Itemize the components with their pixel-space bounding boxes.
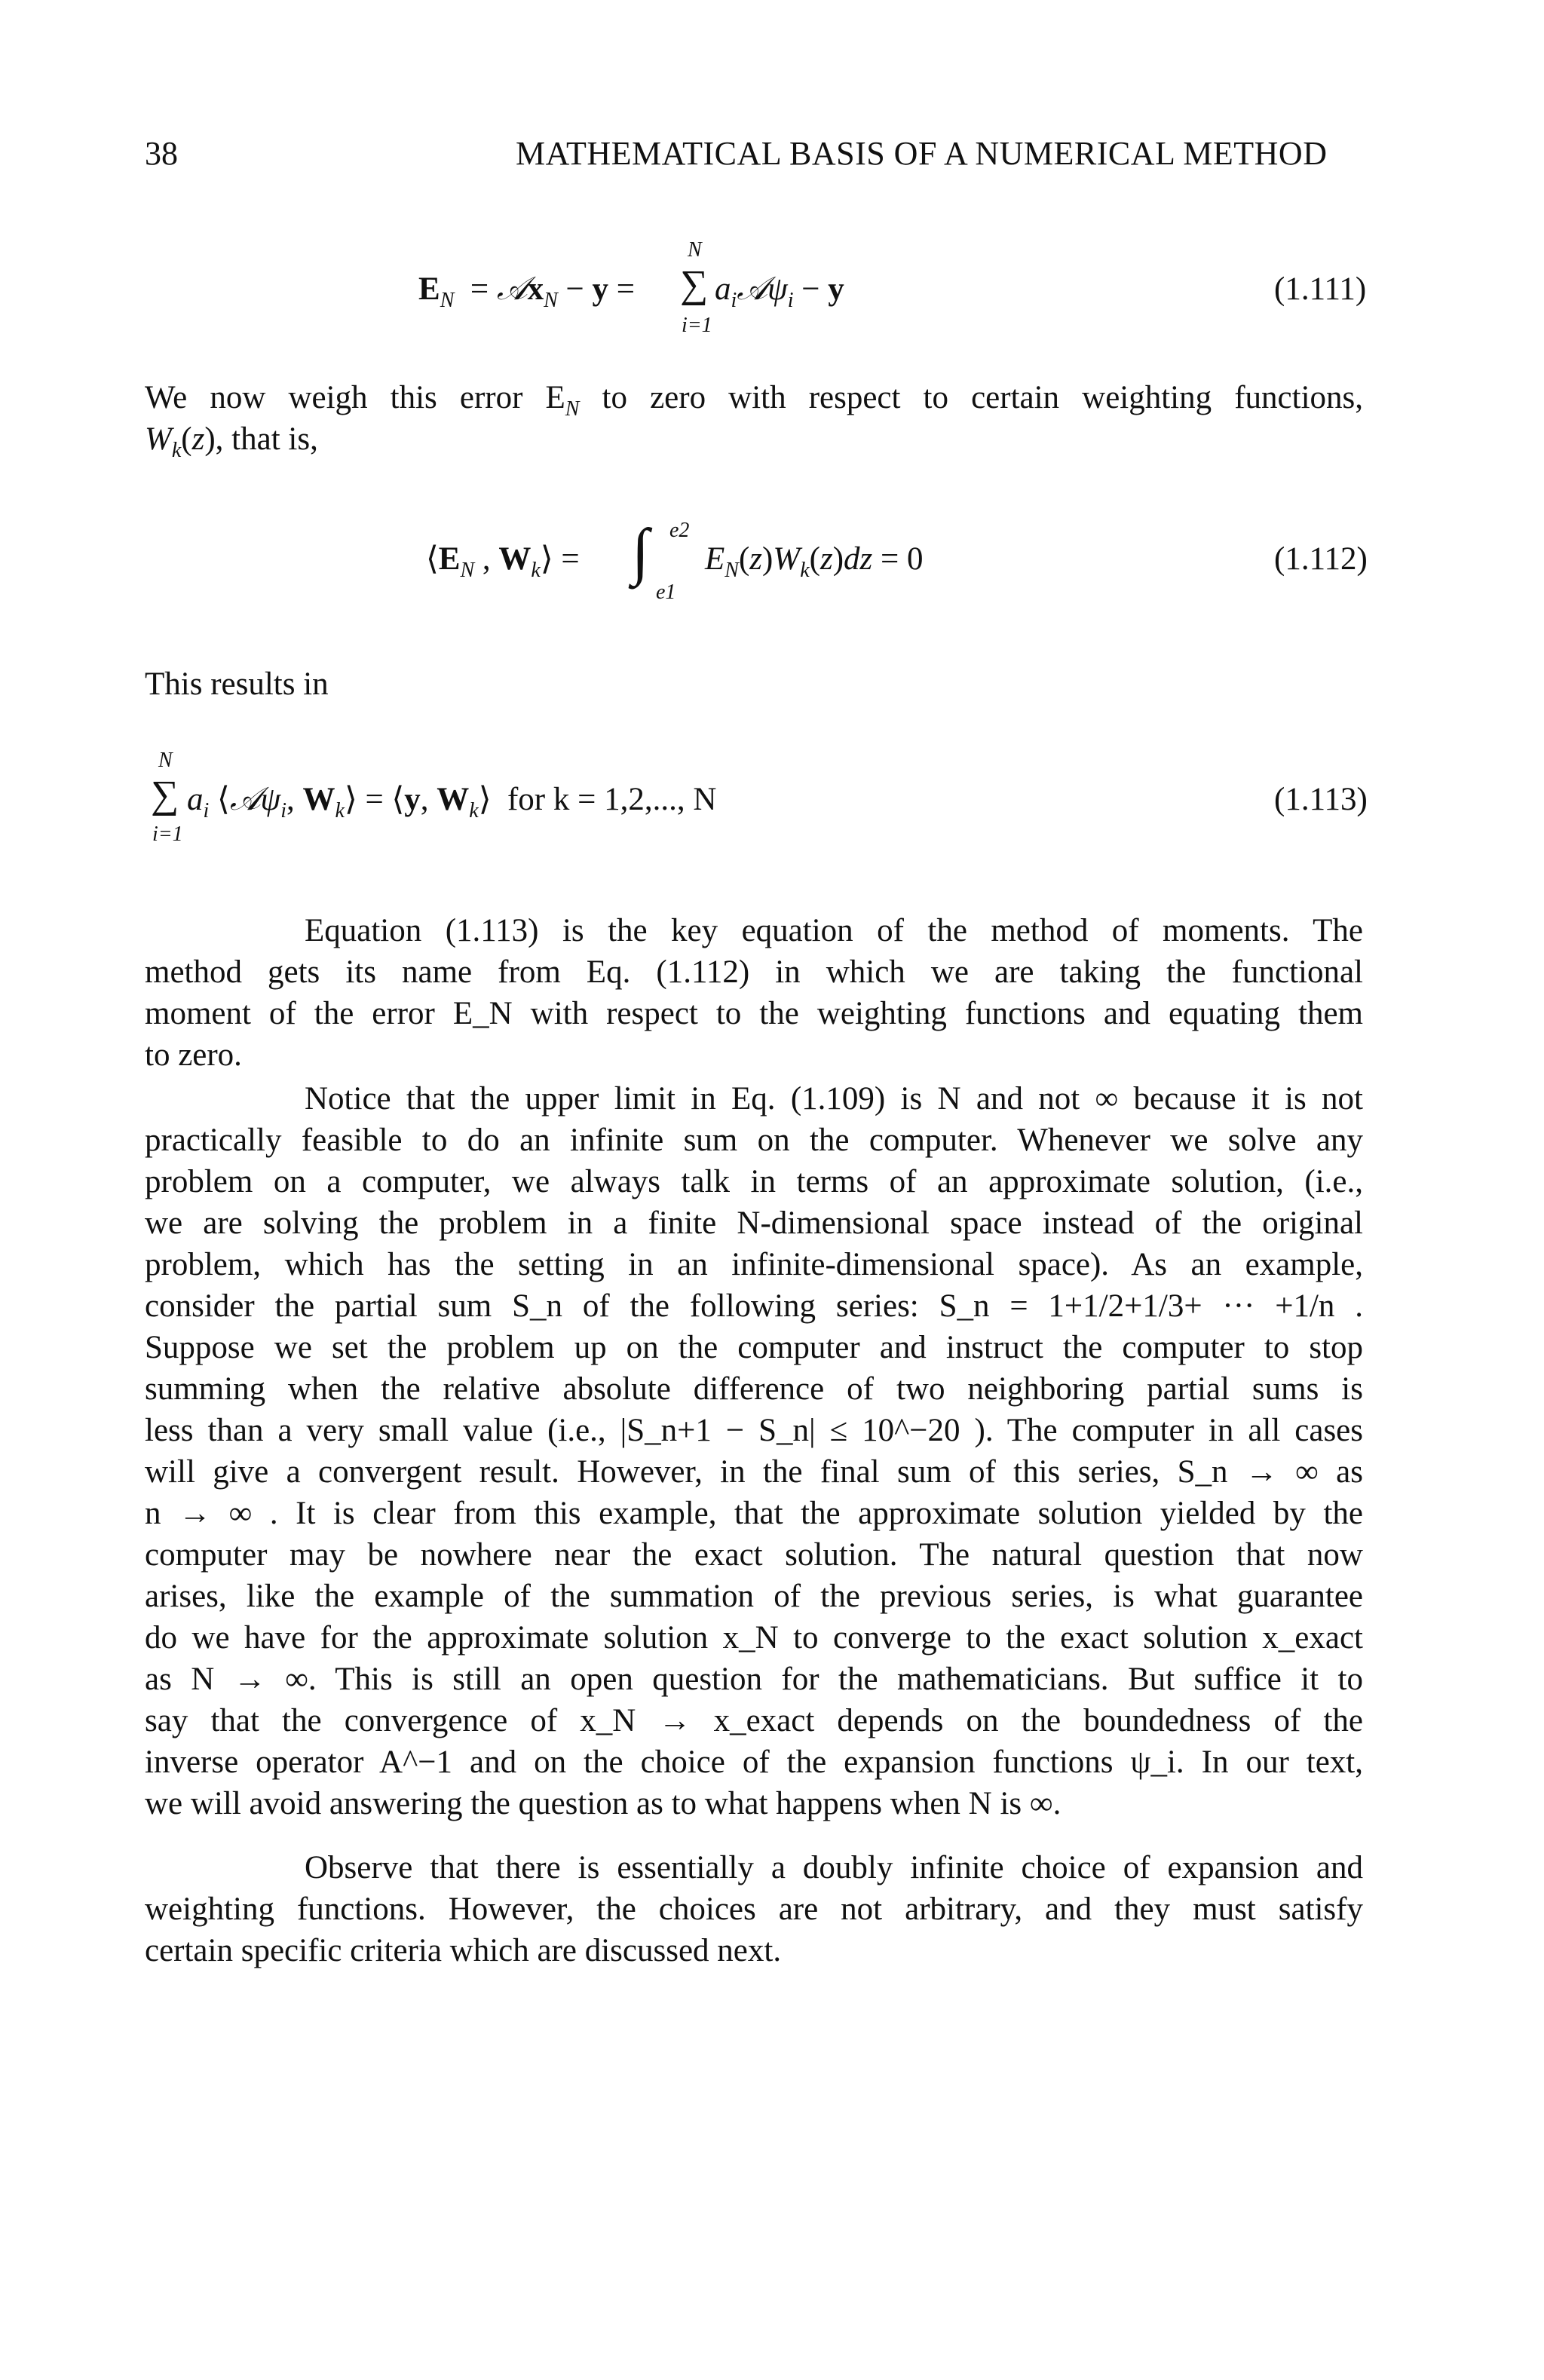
- equation-1-112: $⟨E_N$ , $W_k⟩$ = ∫ e2 e1 $E_N(z)W_k(z)dz = 0$ (1.112): [426, 516, 1368, 604]
- paragraph-results: This results in: [145, 666, 329, 702]
- equation-number: (1.113): [1274, 782, 1368, 817]
- equation-1-113: N ∑ i=1 $a_i$ ⟨𝒜ψ$_i$, $W_k⟩$ = ⟨y, $W_k⟩$ for k = 1,2,..., N (1.113): [151, 749, 1368, 846]
- paragraph-key-equation: Equation (1.113) is the key equation of the method of moments. The method gets its name from Eq. (1.112) in which we are taking the functional moment of the error E_N with respect to the weighting functions and equating them to zero.: [145, 913, 1363, 1073]
- paragraph-weigh: We now weigh this error $E_N$ to zero with respect to certain weighting functions, $W_k(z)$, that is,: [145, 380, 1363, 462]
- page-number: 38: [145, 135, 178, 172]
- equation-number: (1.112): [1274, 541, 1368, 577]
- paragraph-observe: Observe that there is essentially a doubly infinite choice of expansion and weighting functions. However, the choices are not arbitrary, and they must satisfy certain specific criteria which are discussed next.: [145, 1850, 1363, 1968]
- paragraph-upper-limit: Notice that the upper limit in Eq. (1.109) is N and not ∞ because it is not practically feasible to do an infinite sum on the computer. Whenever we solve any problem on a computer, we always talk in terms of an approximate solution, (i.e., we are solving the problem in a finite N-dimensional space instead of the original problem, which has the setting in an infinite-dimensional space). As an example, consider the partial sum S_n of the following series: S_n = 1+1/2+1/3+ ··· +1/n . Suppose we set the problem up on the computer and instruct the computer to stop summing when the relative absolute difference of two neighboring partial sums is less than a very small value (i.e., |S_n+1 − S_n| ≤ 10^−20 ). The computer in all cases will give a convergent result. However, in the final sum of this series, S_n → ∞ as n → ∞ . It is clear from this example, that the approximate solution yielded by the computer may be nowhere near the exact solution. The natural question that now arises, like the example of the summation of the previous series, is what guarantee do we have for the approximate solution x_N to converge to the exact solution x_exact as N → ∞. This is still an open question for the mathematicians. But suffice it to say that the convergence of x_N → x_exact depends on the boundedness of the inverse operator A^−1 and on the choice of the expansion functions ψ_i. In our text, we will avoid answering the question as to what happens when N is ∞.: [145, 1081, 1363, 1821]
- equation-1-111: $E_N$ = 𝒜x$_N$ − y = N ∑ i=1 $a_i𝒜\psi_i - y$ (1.111): [418, 238, 1367, 337]
- running-title: MATHEMATICAL BASIS OF A NUMERICAL METHOD: [516, 135, 1328, 172]
- page-header: [145, 137, 1351, 182]
- equation-number: (1.111): [1274, 271, 1367, 307]
